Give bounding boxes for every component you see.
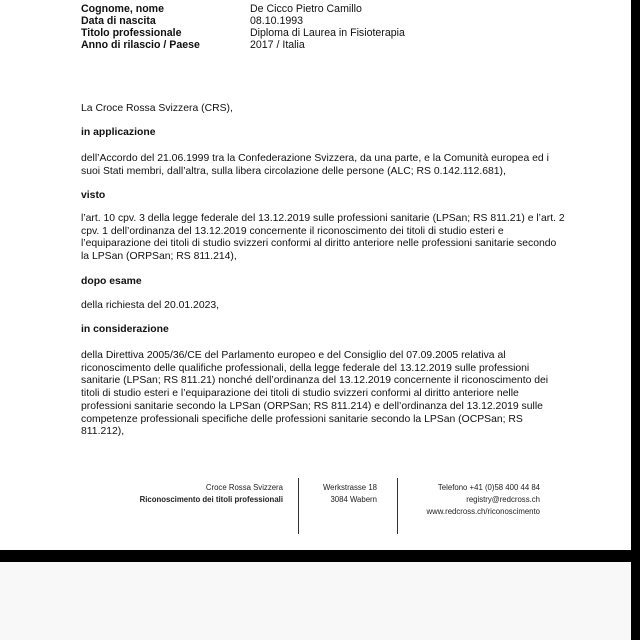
footer-divider-2 [397, 478, 398, 534]
heading-dopo-esame: dopo esame [81, 276, 142, 287]
header-row-year-country [81, 39, 305, 51]
footer-email: registry@redcross.ch [466, 495, 540, 504]
heading-in-considerazione: in considerazione [81, 324, 169, 335]
heading-in-applicazione: in applicazione [81, 127, 156, 138]
value-name: De Cicco Pietro Camillo [250, 3, 362, 15]
value-title: Diploma di Laurea in Fisioterapia [250, 27, 405, 39]
header-row-birthdate [81, 15, 303, 27]
footer-contact-block [400, 482, 540, 518]
footer-phone: Telefono +41 (0)58 400 44 84 [437, 483, 540, 492]
label-title: Titolo professionale [81, 27, 182, 39]
footer-org: Croce Rossa Svizzera [205, 483, 283, 492]
footer-street: Werkstrasse 18 [322, 483, 377, 492]
footer-address-block [300, 482, 377, 506]
paragraph-richiesta: della richiesta del 20.01.2023, [81, 300, 220, 311]
paragraph-lpsan: l’art. 10 cpv. 3 della legge federale del 13.12.2019 sulle professioni sanitarie (LPSan; RS 811.21) e l’art. 2 cpv. 1 dell’ordinanza del 13.12.2019 concernente il riconoscimento dei titoli di studio esteri e l’equiparazione dei titoli di studio svizzeri conformi al diritto anteriore nelle professioni sanitarie secondo la LPSan (ORPSan; RS 811.214), [81, 213, 565, 263]
label-name: Cognome, nome [81, 3, 164, 15]
header-row-name [81, 3, 362, 15]
heading-visto: visto [81, 190, 106, 201]
footer-city: 3084 Wabern [330, 495, 377, 504]
value-year-country: 2017 / Italia [250, 39, 305, 51]
paragraph-alc: dell’Accordo del 21.06.1999 tra la Confederazione Svizzera, da una parte, e la Comunità europea ed i suoi Stati membri, dall’altra, sulla libera circolazione delle persone (ALC; RS 0.142.112.681), [81, 153, 549, 177]
footer-org-block [100, 482, 283, 506]
header-row-title [81, 27, 405, 39]
value-birthdate: 08.10.1993 [250, 15, 304, 27]
footer-divider-1 [298, 478, 299, 534]
paragraph-direttiva: della Direttiva 2005/36/CE del Parlamento europeo e del Consiglio del 07.09.2005 relativa al riconoscimento delle qualifiche professionali, della legge federale del 13.12.2019 sulle professioni sanitarie (LPSan; RS 811.21) nonché dell’ordinanza del 13.12.2019 concernente il riconoscimento dei titoli di studio esteri e l’equiparazione dei titoli di studio svizzeri conformi al diritto anteriore nelle professioni sanitarie secondo la LPSan (ORPSan; RS 811.214) e dell’ordinanza del 13.12.2019 sulle competenze professionali specifiche delle professioni sanitarie secondo la LPSan (OCPSan; RS 811.212), [81, 350, 549, 438]
label-year-country: Anno di rilascio / Paese [81, 39, 200, 51]
label-birthdate: Data di nascita [81, 15, 156, 27]
footer-dept: Riconoscimento dei titoli professionali [139, 495, 283, 504]
scan-border [631, 0, 640, 640]
footer-web: www.redcross.ch/riconoscimento [426, 507, 540, 516]
intro-text: La Croce Rossa Svizzera (CRS), [81, 103, 233, 114]
next-page-edge [0, 562, 631, 640]
